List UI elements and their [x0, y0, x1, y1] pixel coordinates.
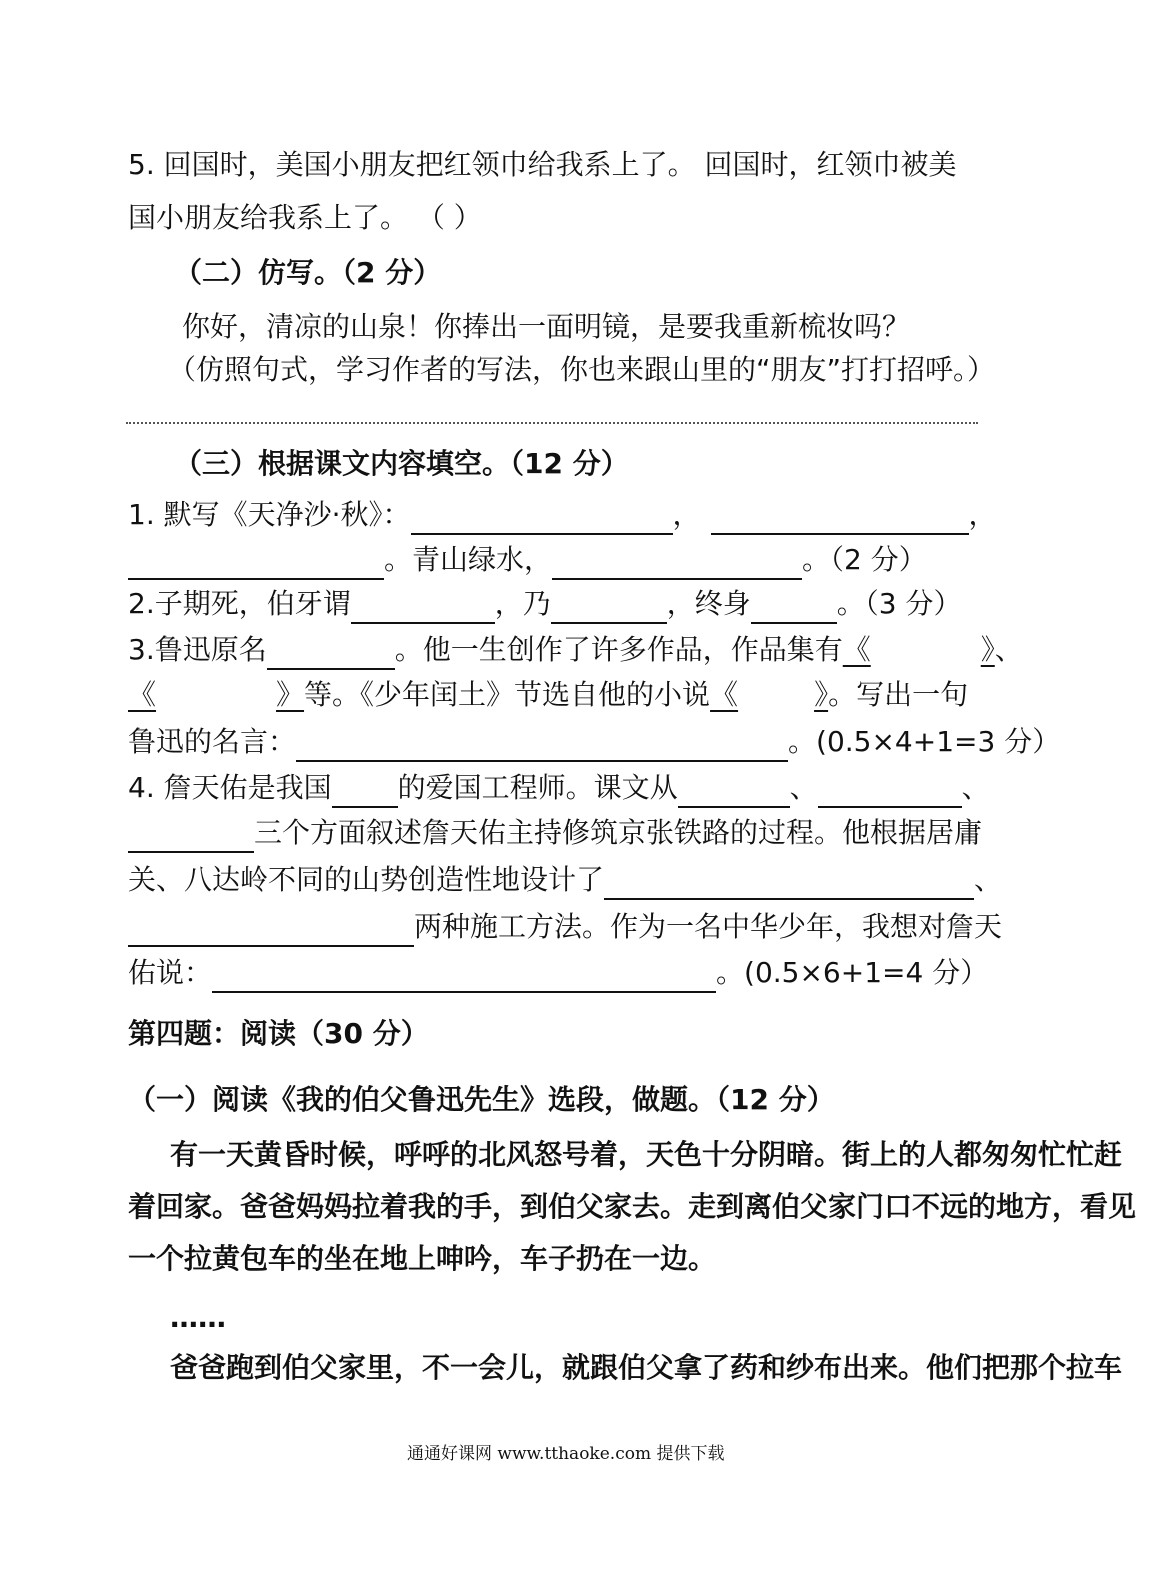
q1-prefix: 1. 默写《天净沙·秋》： — [128, 498, 411, 531]
q1-line1 — [128, 495, 997, 535]
q4-line5 — [128, 953, 988, 993]
q2-prefix: 2.子期死，伯牙谓 — [128, 587, 351, 620]
q3-line1 — [128, 630, 1023, 670]
blank-q2-a[interactable] — [351, 592, 495, 624]
blank-q4-e[interactable] — [604, 868, 974, 900]
q3-mid3: 。写出一句 — [828, 678, 969, 711]
q4-mid1: 的爱国工程师。课文从 — [397, 771, 678, 804]
q4-end: 。(0.5×6+1=4 分） — [716, 956, 989, 989]
q3-line3 — [128, 722, 1060, 762]
blank-q1-a[interactable] — [411, 503, 673, 535]
q1-mid: 。青山绿水， — [384, 543, 553, 576]
blank-q4-f[interactable] — [128, 915, 414, 947]
q3-book3[interactable]: 《 》 — [710, 678, 829, 711]
blank-q4-c[interactable] — [818, 776, 962, 808]
q3-line2 — [128, 675, 968, 715]
q3-book2[interactable]: 《 》 — [128, 678, 305, 711]
footer-text: 通通好课网 www.tthaoke.com 提供下载 — [407, 1444, 725, 1464]
blank-q3-quote[interactable] — [296, 730, 788, 762]
q1-line2 — [128, 540, 927, 580]
q3-mid1: 。他一生创作了许多作品，作品集有 — [394, 633, 843, 666]
q4-line2-text: 三个方面叙述詹天佑主持修筑京张铁路的过程。他根据居庸 — [254, 816, 983, 849]
blank-q2-b[interactable] — [551, 592, 667, 624]
q1-comma2: ， — [968, 498, 997, 531]
q3-prefix: 3.鲁迅原名 — [128, 633, 267, 666]
q4-prefix: 4. 詹天佑是我国 — [128, 771, 332, 804]
q4-line3-text: 关、八达岭不同的山势创造性地设计了 — [128, 863, 605, 896]
q3-book1[interactable]: 《 》 — [842, 633, 995, 666]
q3-mid2: 等。《少年闰土》节选自他的小说 — [304, 678, 711, 711]
q3-line3-prefix: 鲁迅的名言： — [128, 725, 297, 758]
blank-q4-d[interactable] — [128, 821, 254, 853]
section2-example: 你好，清凉的山泉！你捧出一面明镜，是要我重新梳妆吗？ — [182, 310, 911, 343]
blank-q1-b[interactable] — [711, 503, 969, 535]
para1-line3: 一个拉黄包车的坐在地上呻吟，车子扔在一边。 — [128, 1242, 717, 1275]
q4-dun1: 、 — [789, 771, 818, 804]
q3-end: 。(0.5×4+1=3 分） — [788, 725, 1061, 758]
q5-line1: 5. 回国时，美国小朋友把红领巾给我系上了。 回国时，红领巾被美 — [128, 148, 957, 181]
q2-mid2: ，终身 — [666, 587, 751, 620]
q1-comma1: ， — [672, 498, 701, 531]
blank-q4-a[interactable] — [332, 776, 398, 808]
blank-q1-d[interactable] — [552, 548, 802, 580]
q2-mid1: ，乃 — [494, 587, 551, 620]
blank-q2-c[interactable] — [751, 592, 837, 624]
q4-line2 — [128, 813, 982, 853]
answer-line-section2[interactable] — [126, 422, 978, 424]
blank-q1-c[interactable] — [128, 548, 384, 580]
para1-line1: 有一天黄昏时候，呼呼的北风怒号着，天色十分阴暗。街上的人都匆匆忙忙赶 — [170, 1138, 1123, 1171]
q4-line5-prefix: 佑说： — [128, 956, 213, 989]
part4-title: 第四题：阅读（30 分） — [128, 1017, 429, 1050]
section2-instruction: （仿照句式，学习作者的写法，你也来跟山里的“朋友”打打招呼。） — [168, 353, 996, 386]
blank-q3-name[interactable] — [267, 638, 395, 670]
ellipsis: …… — [170, 1301, 226, 1334]
blank-q4-b[interactable] — [678, 776, 790, 808]
q2-end: 。（3 分） — [836, 587, 962, 620]
q4-line1 — [128, 768, 990, 808]
q4-line4-text: 两种施工方法。作为一名中华少年，我想对詹天 — [414, 910, 1003, 943]
q2-line — [128, 584, 961, 624]
q1-end: 。（2 分） — [802, 543, 927, 576]
q4-line4 — [128, 907, 1002, 947]
section3-title: （三）根据课文内容填空。（12 分） — [174, 447, 629, 480]
q5-line2: 国小朋友给我系上了。 （ ） — [128, 201, 482, 234]
part4-subtitle: （一）阅读《我的伯父鲁迅先生》选段，做题。（12 分） — [128, 1083, 835, 1116]
q4-dun2: 、 — [961, 771, 990, 804]
q3-dun: 、 — [994, 633, 1023, 666]
para1-line2: 着回家。爸爸妈妈拉着我的手，到伯父家去。走到离伯父家门口不远的地方，看见 — [128, 1190, 1137, 1223]
q4-dun3: 、 — [974, 863, 1003, 896]
blank-q4-g[interactable] — [212, 961, 716, 993]
q4-line3 — [128, 860, 1002, 900]
para2-line1: 爸爸跑到伯父家里，不一会儿，就跟伯父拿了药和纱布出来。他们把那个拉车 — [170, 1351, 1123, 1384]
section2-title: （二）仿写。（2 分） — [174, 256, 442, 289]
